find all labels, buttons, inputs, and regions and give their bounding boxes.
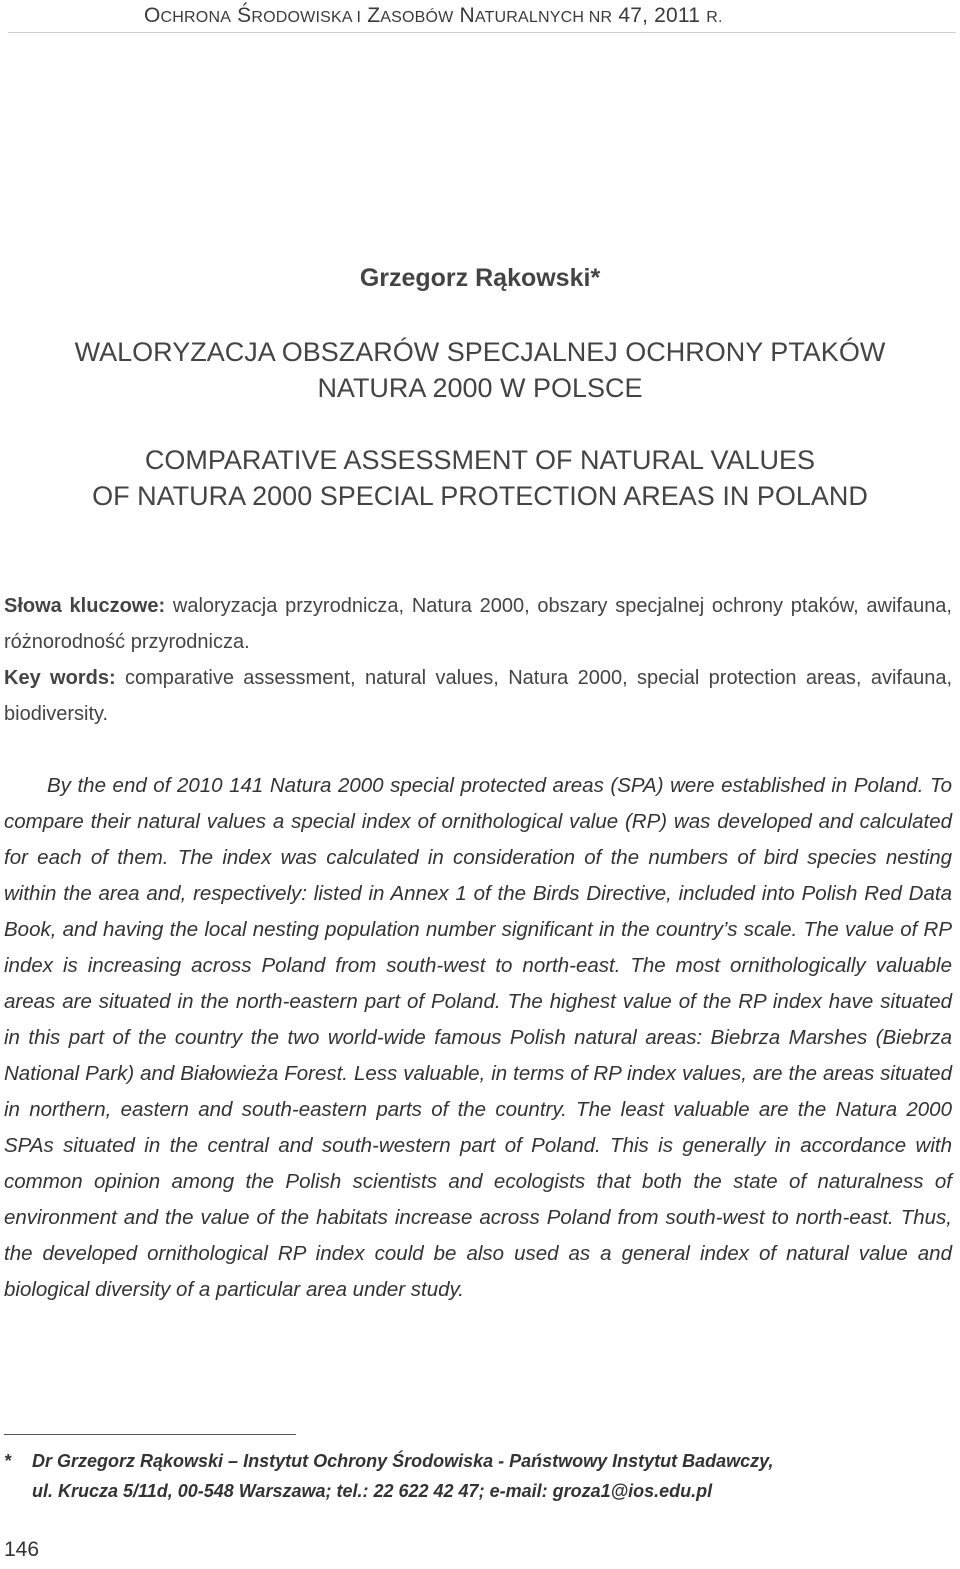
title-english bbox=[0, 442, 960, 514]
header-issue: 47, 2011 bbox=[618, 4, 701, 27]
keywords-label: Słowa kluczowe: bbox=[4, 595, 166, 617]
running-header bbox=[144, 4, 723, 28]
keywords-english bbox=[4, 660, 952, 732]
title-line: OF NATURA 2000 SPECIAL PROTECTION AREAS IN POLAND bbox=[92, 481, 868, 511]
header-text: O bbox=[144, 4, 161, 27]
footnote bbox=[4, 1446, 944, 1506]
header-text: CHRONA bbox=[160, 9, 232, 26]
keywords-polish bbox=[4, 588, 952, 660]
footnote-line: ul. Krucza 5/11d, 00-548 Warszawa; tel.: 22 622 42 47; e-mail: groza1@ios.edu.pl bbox=[32, 1481, 713, 1501]
header-text: ATURALNYCH NR bbox=[474, 9, 613, 26]
keywords-label: Key words: bbox=[4, 667, 116, 689]
title-line: NATURA 2000 W POLSCE bbox=[317, 373, 643, 403]
footnote-line: Dr Grzegorz Rąkowski – Instytut Ochrony Środowiska - Państwowy Instytut Badawczy, bbox=[32, 1451, 774, 1471]
header-text: ASOBÓW bbox=[380, 9, 454, 26]
header-text: R. bbox=[706, 9, 723, 26]
header-text: Ś bbox=[237, 4, 252, 27]
title-polish bbox=[0, 334, 960, 406]
title-line: COMPARATIVE ASSESSMENT OF NATURAL VALUES bbox=[144, 445, 816, 475]
keywords-text: waloryzacja przyrodnicza, Natura 2000, obszary specjalnej ochrony ptaków, awifauna, różnorodność przyrodnicza. bbox=[4, 595, 952, 653]
abstract-text: By the end of 2010 141 Natura 2000 special protected areas (SPA) were established in Poland. To compare their natural values a special index of ornithological value (RP) was developed and calculated for each of them. The index was calculated in consideration of the numbers of bird species nesting within the area and, respectively: listed in Annex 1 of the Birds Directive, included into Polish Red Data Book, and having the local nesting population number significant in the country’s scale. The value of RP index is increasing across Poland from south-west to north-east. The most ornithologically valuable areas are situated in the north-eastern part of Poland. The highest value of the RP index have situated in this part of the country the two world-wide famous Polish natural areas: Biebrza Marshes (Biebrza National Park) and Białowieża Forest. Less valuable, in terms of RP index values, are the areas situated in northern, eastern and south-eastern parts of the country. The least valuable are the Natura 2000 SPAs situated in the central and south-western part of Poland. This is generally in accordance with common opinion among the Polish scientists and ecologists that both the state of naturalness of environment and the value of the habitats increase across Poland from south-west to north-east. Thus, the developed ornithological RP index could be also used as a general index of natural value and biological diversity of a particular area under study. bbox=[4, 774, 952, 1301]
keywords-text: comparative assessment, natural values, Natura 2000, special protection areas, avifauna, biodiversity. bbox=[4, 667, 952, 725]
footnote-divider bbox=[4, 1434, 296, 1435]
header-text: RODOWISKA I bbox=[251, 9, 362, 26]
header-divider bbox=[8, 32, 956, 33]
header-text: Z bbox=[367, 4, 381, 27]
header-text: N bbox=[459, 4, 475, 27]
page-number: 146 bbox=[4, 1538, 40, 1561]
footnote-marker: * bbox=[4, 1451, 12, 1471]
title-line: WALORYZACJA OBSZARÓW SPECJALNEJ OCHRONY PTAKÓW bbox=[74, 337, 886, 367]
author-name: Grzegorz Rąkowski* bbox=[359, 264, 601, 292]
